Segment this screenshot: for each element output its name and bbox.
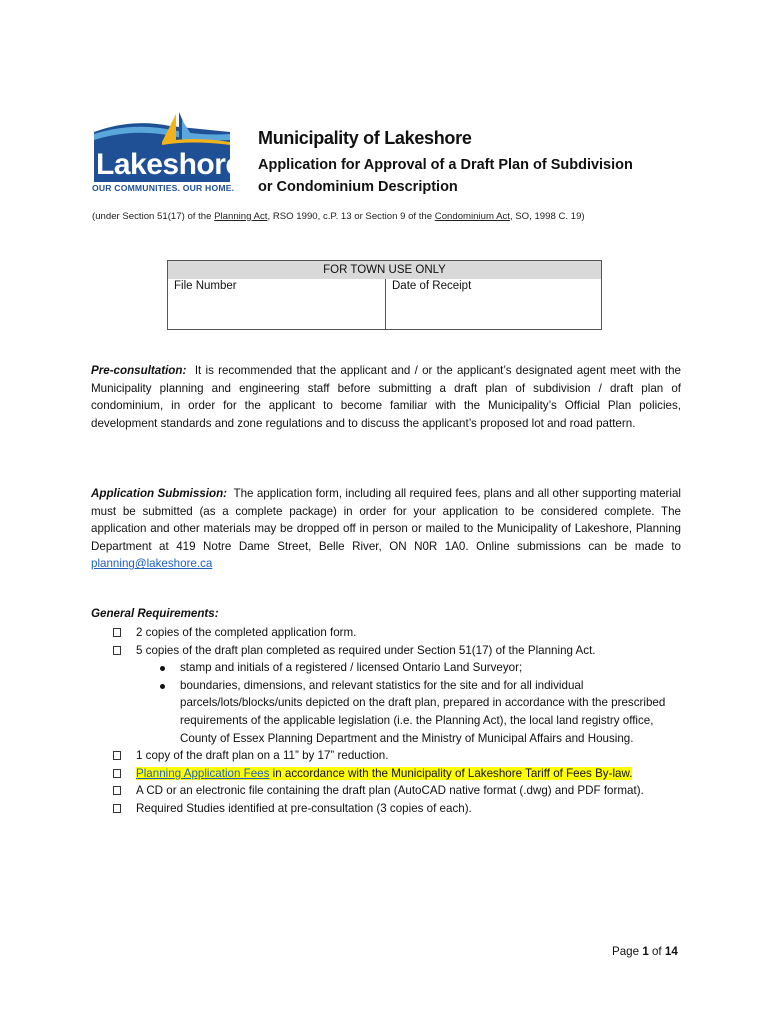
checkbox-icon (113, 628, 121, 637)
checkbox-icon (113, 751, 121, 760)
current-page: 1 (642, 945, 649, 958)
general-requirements-heading: General Requirements: (91, 607, 219, 620)
page-word: Page (612, 945, 643, 958)
planning-email-link[interactable]: planning@lakeshore.ca (91, 557, 213, 571)
file-number-cell: File Number (168, 279, 386, 330)
preconsultation-paragraph (91, 362, 681, 432)
list-item (113, 642, 683, 660)
logo-wordmark: Lakeshore (96, 148, 242, 181)
requirements-list (113, 624, 683, 818)
office-use-heading: FOR TOWN USE ONLY (168, 261, 601, 279)
page-number (612, 945, 678, 958)
requirement-text: stamp and initials of a registered / licensed Ontario Land Surveyor; (180, 661, 523, 675)
checkbox-icon (113, 646, 121, 655)
logo-tagline: OUR COMMUNITIES. OUR HOME. (92, 183, 235, 193)
office-use-row (168, 279, 601, 330)
checkbox-icon (113, 786, 121, 795)
list-item (113, 800, 683, 818)
requirement-text: Required Studies identified at pre-consultation (3 copies of each). (136, 801, 472, 815)
doc-title (258, 154, 678, 198)
statute-text-3: , SO, 1998 C. 19) (509, 211, 585, 222)
statute-reference (92, 211, 585, 222)
of-word: of (648, 945, 665, 958)
checkbox-icon (113, 769, 121, 778)
total-pages: 14 (664, 945, 678, 958)
doc-title-line2: or Condominium Description (258, 179, 458, 195)
requirement-text: in accordance with the Municipality of Lakeshore Tariff of Fees By-law. (269, 766, 633, 780)
preconsultation-text: It is recommended that the applicant and / or the applicant’s designated agent meet with the Municipality planning and engineering staff before submitting a draft plan of subdivision / draft plan of condominium, in order for the applicant to become familiar with the Municipality’s Official Plan policies, development standards and zone regulations and to discuss the applicant’s proposed lot and road pattern. (91, 364, 681, 430)
bullet-icon (160, 684, 165, 689)
list-item (113, 624, 683, 642)
planning-act-ref: Planning Act (214, 211, 268, 222)
sub-requirements-list (113, 659, 683, 747)
preconsultation-lead: Pre-consultation: (91, 364, 187, 377)
list-item (113, 659, 683, 677)
requirement-text: boundaries, dimensions, and relevant statistics for the site and for all individual parcels/lots/blocks/units depicted on the draft plan, prepared in accordance with the prescribed requirements of the applicable legislation (i.e. the Planning Act), the local land registry office, County of Essex Planning Department and the Ministry of Municipal Affairs and Housing. (180, 678, 666, 745)
requirement-text: 1 copy of the draft plan on a 11” by 17” reduction. (136, 749, 389, 763)
submission-paragraph (91, 485, 681, 573)
statute-text-1: (under Section 51(17) of the (92, 211, 215, 222)
statute-text-2: , RSO 1990, c.P. 13 or Section 9 of the (267, 211, 435, 222)
requirement-text: 5 copies of the draft plan completed as required under Section 51(17) of the Planning Act. (136, 643, 596, 657)
checkbox-icon (113, 804, 121, 813)
date-of-receipt-cell: Date of Receipt (392, 280, 472, 292)
submission-lead: Application Submission: (91, 487, 228, 500)
org-title: Municipality of Lakeshore (258, 128, 472, 148)
doc-title-line1: Application for Approval of a Draft Plan of Subdivision (258, 157, 633, 173)
condominium-act-ref: Condominium Act (434, 211, 510, 222)
lakeshore-logo (92, 112, 242, 194)
planning-fees-link[interactable]: Planning Application Fees (136, 766, 270, 780)
list-item (113, 677, 683, 747)
submission-text: The application form, including all required fees, plans and all other supporting material must be submitted (as a complete package) in order for your application to be considered complete. The application and other materials may be dropped off in person or mailed to the Municipality of Lakeshore, Planning Department at 419 Notre Dame Street, Belle River, ON N0R 1A0. Online submissions can be made to (91, 487, 681, 553)
list-item (113, 747, 683, 765)
requirement-text: 2 copies of the completed application form. (136, 626, 357, 639)
office-use-table (167, 260, 602, 330)
list-item (113, 782, 683, 800)
highlighted-requirement (136, 767, 632, 780)
list-item (113, 765, 683, 783)
requirement-text: A CD or an electronic file containing the draft plan (AutoCAD native format (.dwg) and PDF format). (136, 784, 644, 798)
bullet-icon (160, 666, 165, 671)
